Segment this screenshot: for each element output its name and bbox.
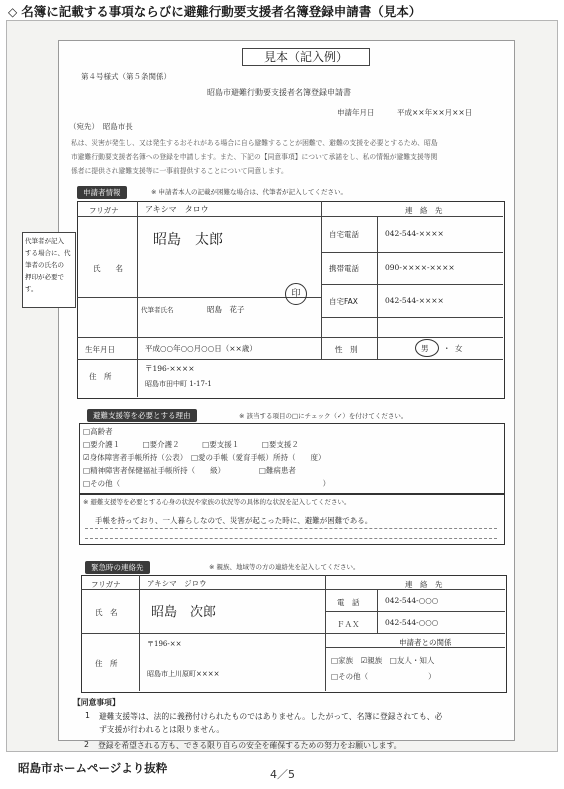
- callout-line: 筆者の氏名の: [25, 261, 64, 269]
- page-heading-text: 名簿に記載する事項ならびに避難行動要支援者名簿登録申請書（見本）: [21, 4, 422, 19]
- name-label: 氏 名: [93, 264, 123, 273]
- applicant-address: 昭島市田中町 1-17-1: [145, 380, 212, 388]
- fax-value: 042-544-××××: [385, 296, 444, 305]
- consent-continuation: [58, 0, 513, 789]
- applicant-zip: 〒196-××××: [145, 364, 195, 373]
- date-line: 申請年月日 平成××年××月××日: [337, 108, 473, 117]
- reason-note: ※ 該当する項目の□にチェック（✓）を付けてください。: [239, 412, 408, 420]
- page-number: 4／5: [270, 768, 295, 781]
- emergency-furigana-value: アキシマ ジロウ: [147, 579, 207, 588]
- fax-label: 自宅FAX: [329, 297, 358, 306]
- proxy-label: 代筆者氏名: [141, 306, 174, 314]
- emergency-name-label: 氏 名: [95, 608, 118, 617]
- diamond-icon: ◇: [8, 5, 18, 19]
- consent-line: 登録を希望される方も、できる限り自らの安全を確保するための努力をお願いします。: [98, 741, 402, 750]
- emergency-address-label: 住 所: [95, 659, 118, 668]
- emergency-phone-value: 042-544-○○○: [385, 596, 439, 605]
- furigana-label: フリガナ: [89, 206, 119, 215]
- emergency-phone-label: 電 話: [337, 598, 360, 607]
- sex-male: 男: [421, 344, 429, 353]
- consent-heading: 【同意事項】: [73, 698, 120, 707]
- proxy-callout: [22, 232, 76, 308]
- reason-detail-value: 手帳を持っており、一人暮らしなので、災害が起こった時に、避難が困難である。: [95, 516, 373, 525]
- seal-stamp: 印: [285, 283, 307, 305]
- applicant-name: 昭島 太郎: [153, 232, 223, 248]
- relation-header: 申請者との関係: [399, 638, 452, 647]
- reason-section-label: 避難支援等を必要とする理由: [87, 409, 197, 422]
- birth-label: 生年月日: [85, 345, 115, 354]
- home-phone-value: 042-544-××××: [385, 229, 444, 238]
- addressee: （宛先） 昭島市長: [69, 122, 133, 131]
- emergency-fax-label: ＦＡＸ: [337, 620, 360, 629]
- reason-item: □精神障害者保健福祉手帳所持（ 級） □難病患者: [83, 466, 296, 475]
- reason-detail-note: ※ 避難支援等を必要とする心身の状況や家族の状況等の具体的な状況を記入してください。: [83, 498, 351, 506]
- form-number: 第４号様式（第５条関係）: [81, 72, 171, 81]
- sex-separator: ・: [443, 344, 451, 353]
- address-label: 住 所: [89, 372, 112, 381]
- home-phone-label: 自宅電話: [329, 230, 359, 239]
- emergency-address-value: 昭島市上川原町××××: [147, 670, 220, 678]
- applicant-note: ※ 申請者本人の記載が困難な場合は、代筆者が記入してください。: [151, 188, 348, 196]
- emergency-name-value: 昭島 次郎: [151, 605, 217, 620]
- relation-options: □その他（ ）: [331, 672, 436, 681]
- mobile-label: 携帯電話: [329, 264, 359, 273]
- sex-female: 女: [455, 344, 463, 353]
- callout-line: す。: [25, 285, 38, 293]
- emergency-contact-header: 連 絡 先: [405, 580, 443, 589]
- birth-value: 平成○○年○○月○○日（××歳）: [145, 344, 257, 353]
- reason-item: □要介護１ □要介護２ □要支援１ □要支援２: [83, 440, 299, 449]
- emergency-zip: 〒196-××: [147, 640, 182, 648]
- emergency-fax-value: 042-544-○○○: [385, 618, 439, 627]
- consent-number: 1: [85, 711, 90, 720]
- intro-line: 私は、災害が発生し、又は発生するおそれがある場合に自ら避難することが困難で、避難の支援を必要とするため、昭島: [71, 139, 438, 147]
- reason-item: □その他（ ）: [83, 479, 331, 488]
- applicant-section-label: 申請者情報: [77, 186, 127, 199]
- emergency-section-label: 緊急時の連絡先: [85, 561, 150, 574]
- intro-line: 市避難行動要支援者名簿への登録を申請します。また、下記の【同意事項】について承諾をし、私の情報が避難支援等関: [71, 153, 438, 161]
- callout-line: 押印が必要で: [25, 273, 64, 281]
- proxy-name: 昭島 花子: [207, 305, 245, 314]
- callout-line: 代筆者が記入: [25, 237, 64, 245]
- contact-header: 連 絡 先: [405, 206, 443, 215]
- sample-label: 見本（記入例）: [242, 48, 370, 66]
- source-note: 昭島市ホームページより抜粋: [18, 761, 168, 775]
- emergency-note: ※ 親族、地域等の方の連絡先を記入してください。: [209, 563, 360, 571]
- reason-item: ☑身体障害者手帳所持（公表） □愛の手帳（愛育手帳）所持（ 度）: [83, 453, 326, 462]
- sex-label: 性 別: [335, 345, 358, 354]
- furigana-value: アキシマ タロウ: [145, 205, 209, 214]
- mobile-value: 090-××××-××××: [385, 263, 455, 272]
- callout-line: する場合に、代: [25, 249, 71, 257]
- relation-options: □家族 ☑親族 □友人・知人: [331, 656, 435, 665]
- intro-line: 係者に提供され避難支援等に一事前提供することについて同意します。: [71, 167, 288, 175]
- consent-line: ず支援が行われるとは限りません。: [99, 725, 225, 734]
- consent-line: 避難支援等は、法的に義務付けられたものではありません。したがって、名簿に登録されても、必: [99, 712, 443, 721]
- emergency-furigana-label: フリガナ: [91, 580, 121, 589]
- doc-title: 昭島市避難行動要支援者名簿登録申請書: [207, 88, 351, 97]
- reason-item: □高齢者: [83, 427, 113, 436]
- consent-number: 2: [84, 740, 89, 749]
